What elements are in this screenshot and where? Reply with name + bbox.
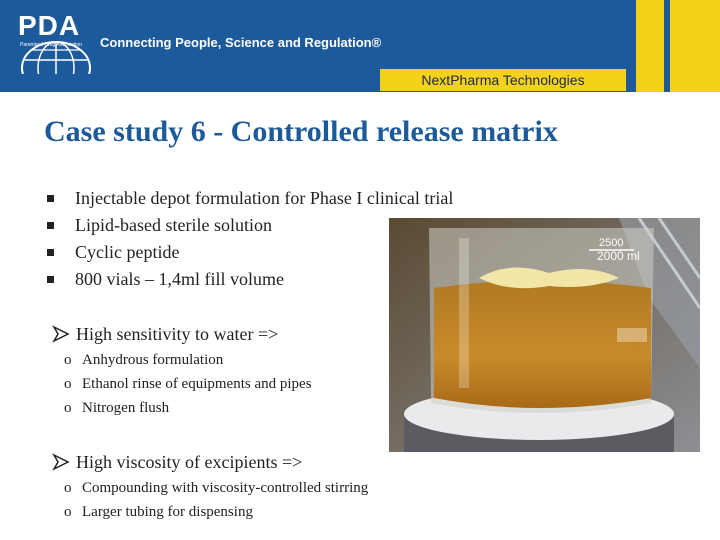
sub-item: o Compounding with viscosity-controlled stirring <box>52 476 368 500</box>
header-banner <box>0 0 720 92</box>
bullet-item: Lipid-based sterile solution <box>45 212 453 239</box>
beaker-mark-top: 2500 <box>599 237 624 249</box>
tagline: Connecting People, Science and Regulation® <box>100 35 382 50</box>
circle-bullet-icon: o <box>64 400 72 416</box>
circle-bullet-icon: o <box>64 480 72 496</box>
sub-list-viscosity <box>52 476 368 524</box>
bullet-item: Injectable depot formulation for Phase I clinical trial <box>45 185 453 212</box>
globe-icon <box>20 30 92 74</box>
bullet-list <box>45 185 453 293</box>
accent-bar-right <box>670 0 720 92</box>
square-bullet-icon <box>47 249 54 256</box>
circle-bullet-icon: o <box>64 504 72 520</box>
slide-title: Case study 6 - Controlled release matrix <box>44 115 558 148</box>
point-label: High viscosity of excipients => <box>76 452 303 472</box>
sub-item: o Larger tubing for dispensing <box>52 500 368 524</box>
point-label: High sensitivity to water => <box>76 324 279 344</box>
square-bullet-icon <box>47 195 54 202</box>
square-bullet-icon <box>47 222 54 229</box>
arrow-bullet-icon <box>52 325 70 343</box>
arrow-bullet-icon <box>52 453 70 471</box>
beaker-marking: 2000 ml <box>597 249 640 263</box>
square-bullet-icon <box>47 276 54 283</box>
pda-logo-subtitle: Parenteral Drug Association <box>20 42 82 48</box>
sub-item: o Nitrogen flush <box>52 396 312 420</box>
brand-label: NextPharma Technologies <box>380 69 626 91</box>
accent-bar <box>636 0 664 92</box>
sub-item: o Anhydrous formulation <box>52 348 312 372</box>
sub-item: o Ethanol rinse of equipments and pipes <box>52 372 312 396</box>
circle-bullet-icon: o <box>64 376 72 392</box>
circle-bullet-icon: o <box>64 352 72 368</box>
pda-logo: PDA <box>18 10 81 41</box>
bullet-item: 800 vials – 1,4ml fill volume <box>45 266 453 293</box>
sub-list-water <box>52 348 312 420</box>
bullet-item: Cyclic peptide <box>45 239 453 266</box>
